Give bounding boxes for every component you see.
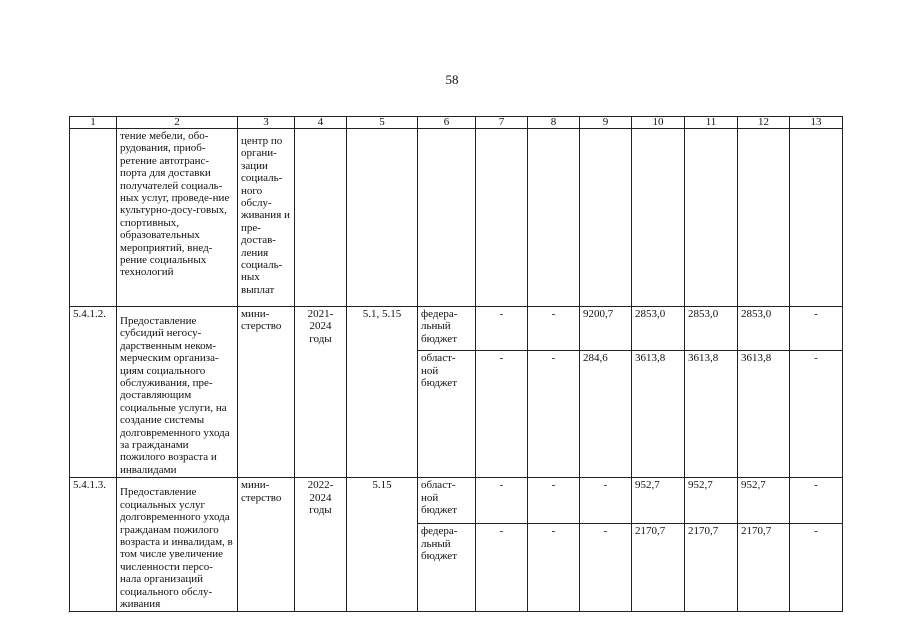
value-cell: - <box>790 307 843 351</box>
value-cell: 952,7 <box>632 478 685 524</box>
table-row <box>70 478 843 524</box>
scan-speck <box>68 612 69 613</box>
funding-table <box>69 116 843 612</box>
value-cell <box>528 129 580 307</box>
header-cell: 9 <box>580 117 632 129</box>
years-cell <box>295 129 347 307</box>
measure-name: тение мебели, обо-рудования, приоб-ретение автотранс-порта для доставки получателей социаль-ных услуг, проведе-ние культурно-досу-говых, спортивных, образовательных мероприятий, внед-рение социальных технологий <box>117 129 238 307</box>
value-cell: 2170,7 <box>738 524 790 612</box>
value-cell: 3613,8 <box>738 351 790 478</box>
value-cell <box>476 129 528 307</box>
value-cell: 952,7 <box>738 478 790 524</box>
code-cell <box>347 129 418 307</box>
header-cell: 8 <box>528 117 580 129</box>
value-cell: 2170,7 <box>685 524 738 612</box>
measure-name: Предоставление социальных услуг долговременного ухода гражданам пожилого возраста и инвалидам, в том числе увеличение численности персо-нала организаций социального обслу-живания <box>117 478 238 612</box>
value-cell: 284,6 <box>580 351 632 478</box>
value-cell <box>738 129 790 307</box>
executor-cell: мини-стерство <box>238 307 295 478</box>
value-cell: - <box>476 307 528 351</box>
value-cell: - <box>790 524 843 612</box>
years-cell: 2021- 2024 годы <box>295 307 347 478</box>
executor-cell: центр по органи-зации социаль-ного обслу-живания и пре-достав-ления социаль-ных выплат <box>238 129 295 307</box>
value-cell: - <box>528 524 580 612</box>
row-number-cell <box>70 129 117 307</box>
header-cell: 10 <box>632 117 685 129</box>
source-cell <box>418 129 476 307</box>
value-cell: - <box>790 351 843 478</box>
source-cell: федера-льный бюджет <box>418 524 476 612</box>
measure-name: Предоставление субсидий негосу-дарственным неком-мерческим организа-циям социального обслуживания, пре-доставляющим социальные услуги, на создание системы долговременного ухода за гражданами пожилого возраста и инвалидами <box>117 307 238 478</box>
years-cell: 2022- 2024 годы <box>295 478 347 612</box>
source-cell: федера-льный бюджет <box>418 307 476 351</box>
value-cell <box>632 129 685 307</box>
table-row <box>70 129 843 307</box>
value-cell: 2853,0 <box>685 307 738 351</box>
value-cell: 2853,0 <box>632 307 685 351</box>
value-cell: - <box>528 478 580 524</box>
value-cell <box>790 129 843 307</box>
source-cell: област-ной бюджет <box>418 351 476 478</box>
page-number: 58 <box>445 72 459 87</box>
header-cell: 13 <box>790 117 843 129</box>
value-cell: 2853,0 <box>738 307 790 351</box>
value-cell: - <box>528 351 580 478</box>
header-cell: 12 <box>738 117 790 129</box>
value-cell: 3613,8 <box>632 351 685 478</box>
value-cell: - <box>476 524 528 612</box>
value-cell: 2170,7 <box>632 524 685 612</box>
value-cell <box>685 129 738 307</box>
header-cell: 5 <box>347 117 418 129</box>
value-cell: - <box>580 524 632 612</box>
row-number-cell: 5.4.1.2. <box>70 307 117 478</box>
header-cell: 1 <box>70 117 117 129</box>
code-cell: 5.1, 5.15 <box>347 307 418 478</box>
header-cell: 7 <box>476 117 528 129</box>
header-row <box>70 117 843 129</box>
table-row <box>70 307 843 351</box>
executor-cell: мини-стерство <box>238 478 295 612</box>
value-cell <box>580 129 632 307</box>
value-cell: - <box>790 478 843 524</box>
value-cell: - <box>476 351 528 478</box>
value-cell: 3613,8 <box>685 351 738 478</box>
header-cell: 3 <box>238 117 295 129</box>
value-cell: - <box>476 478 528 524</box>
row-number-cell: 5.4.1.3. <box>70 478 117 612</box>
header-cell: 6 <box>418 117 476 129</box>
value-cell: 9200,7 <box>580 307 632 351</box>
header-cell: 11 <box>685 117 738 129</box>
source-cell: област-ной бюджет <box>418 478 476 524</box>
value-cell: 952,7 <box>685 478 738 524</box>
value-cell: - <box>580 478 632 524</box>
header-cell: 2 <box>117 117 238 129</box>
header-cell: 4 <box>295 117 347 129</box>
value-cell: - <box>528 307 580 351</box>
code-cell: 5.15 <box>347 478 418 612</box>
